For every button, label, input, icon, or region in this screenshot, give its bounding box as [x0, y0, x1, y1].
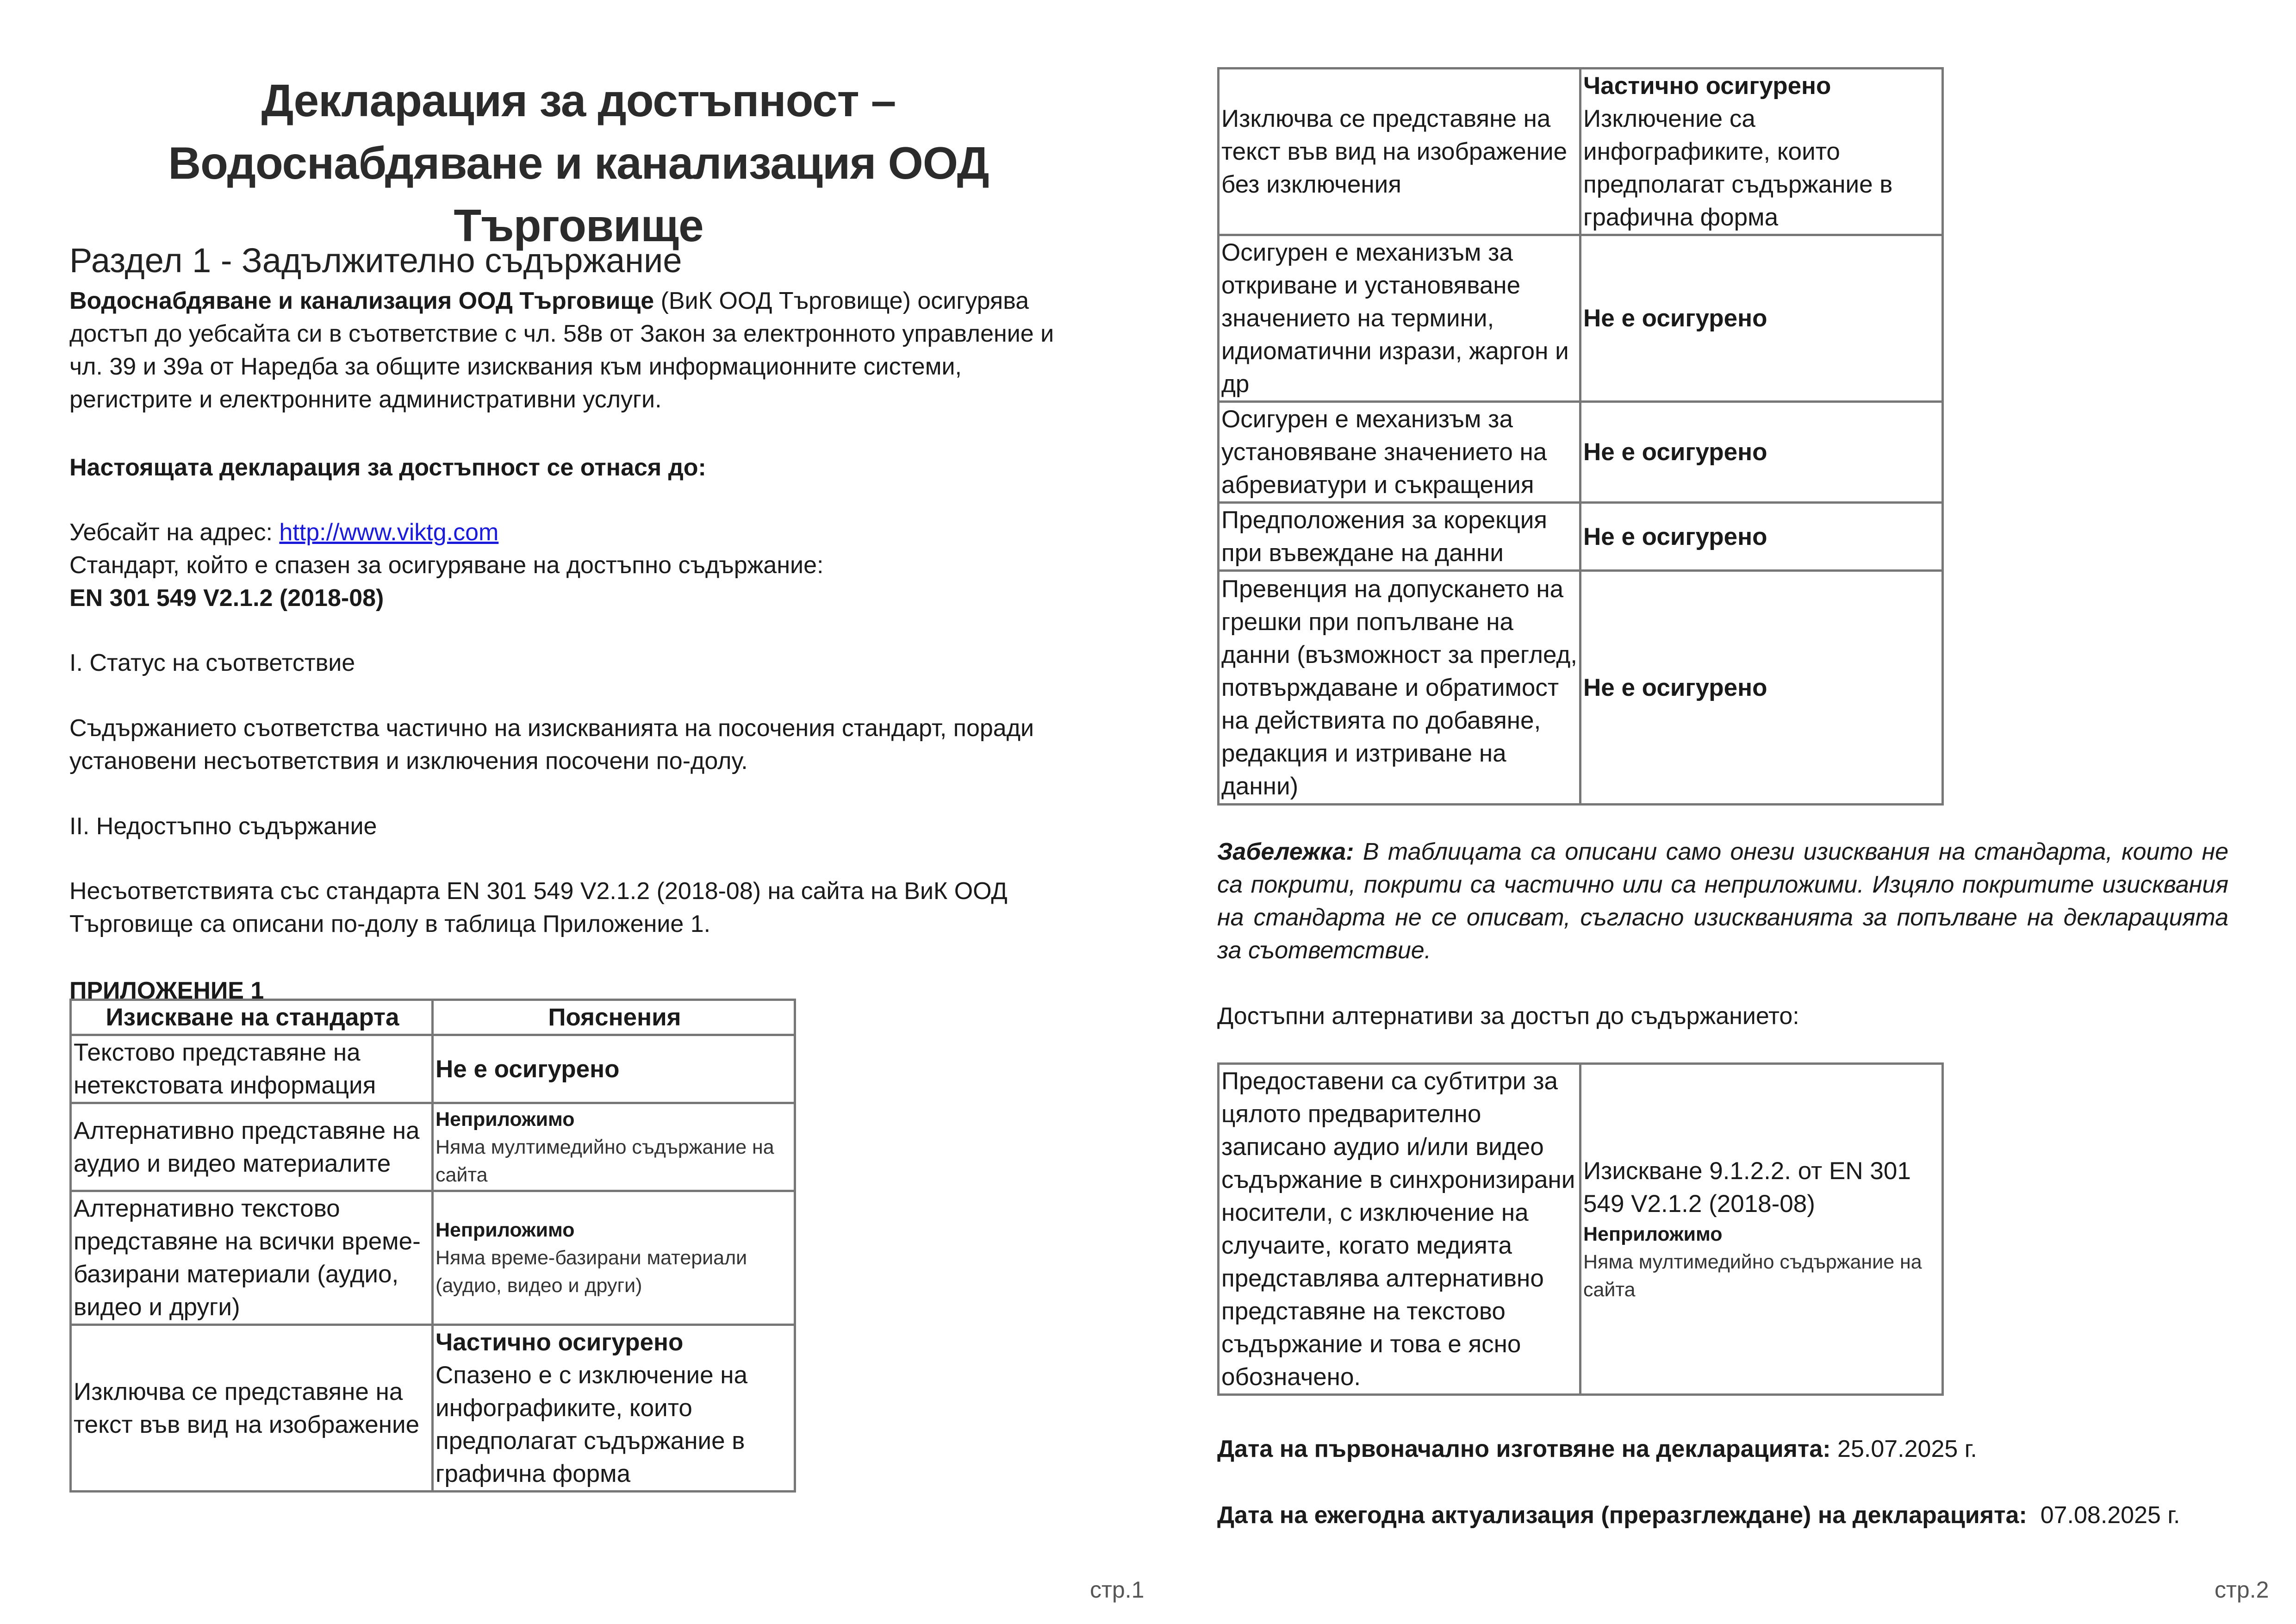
table-row: [71, 1035, 795, 1103]
table-row: [1219, 1064, 1943, 1395]
status-value: Не е осигурено: [1583, 438, 1767, 466]
page-number-2: стр.2: [2215, 1577, 2269, 1603]
date-review: [1217, 1499, 2235, 1532]
inaccessible-heading: II. Недостъпно съдържание: [69, 813, 377, 840]
table-row: [1219, 402, 1943, 503]
appendix-title: ПРИЛОЖЕНИЕ 1: [69, 977, 264, 1004]
table-row: [1219, 235, 1943, 402]
requirement-cell: Осигурен е механизъм за откриване и установяване значението на термини, идиоматични изрази, жаргон и др: [1219, 235, 1580, 402]
status-value: Неприложимо: [1583, 1223, 1723, 1245]
intro-text: (ВиК ООД Търговище) осигурява достъп до уебсайта си в съответствие с чл. 58в от Закон за електронното управление и чл. 39 и 39а от Наредба за общите изисквания към информационните системи, регистрите и електронните административни услуги.: [69, 287, 1054, 413]
column-header-requirement: Изискване на стандарта: [71, 1000, 433, 1035]
note-label: Забележка:: [1217, 838, 1354, 865]
requirement-cell: Изключва се представяне на текст във вид на изображение: [71, 1325, 433, 1492]
website-line: [69, 516, 1088, 549]
page-number-1: стр.1: [1090, 1577, 1145, 1603]
status-value: Не е осигурено: [1583, 523, 1767, 550]
explanation-cell: [1580, 1064, 1943, 1395]
explanation-cell: [1580, 235, 1943, 402]
explanation-cell: [1580, 69, 1943, 235]
date-initial-value: 25.07.2025 г.: [1830, 1436, 1977, 1462]
requirements-table-page1: [69, 999, 796, 1493]
status-detail: Изключение са инфографиките, които предполагат съдържание в графична форма: [1583, 105, 1893, 231]
requirement-cell: Алтернативно представяне на аудио и видео материалите: [71, 1103, 433, 1191]
requirement-cell: Предположения за корекция при въвеждане на данни: [1219, 503, 1580, 571]
status-heading: I. Статус на съответствие: [69, 650, 355, 676]
status-value: Частично осигурено: [1583, 72, 1831, 100]
requirement-cell: Осигурен е механизъм за установяване значението на абревиатури и съкращения: [1219, 402, 1580, 503]
table-row: [71, 1191, 795, 1325]
status-value: Не е осигурено: [436, 1055, 620, 1083]
table-row: [71, 1325, 795, 1492]
requirement-cell: Предоставени са субтитри за цялото предварително записано аудио и/или видео съдържание в синхронизирани носители, с изключение на случаите, когато медията представлява алтернативно представяне на текстово съдържание и това е ясно обозначено.: [1219, 1064, 1580, 1395]
status-detail: Няма мултимедийно съдържание на сайта: [1583, 1251, 1922, 1301]
status-text: Съдържанието съответства частично на изискванията на посочения стандарт, поради установени несъответствия и изключения посочени по-долу.: [69, 715, 1034, 775]
column-header-explanation: Пояснения: [433, 1000, 795, 1035]
status-value: Неприложимо: [436, 1219, 575, 1241]
status-detail: Спазено е с изключение на инфографиките, които предполагат съдържание в графична форма: [436, 1362, 748, 1487]
explanation-cell: [433, 1325, 795, 1492]
status-detail: Няма мултимедийно съдържание на сайта: [436, 1136, 774, 1186]
page-2: [1148, 0, 2296, 1624]
date-review-label: Дата на ежегодна актуализация (преразглеждане) на декларацията:: [1217, 1502, 2027, 1529]
explanation-cell: [1580, 571, 1943, 805]
table-row: [1219, 503, 1943, 571]
alternatives-heading: Достъпни алтернативи за достъп до съдържанието:: [1217, 1003, 1799, 1030]
requirement-cell: Превенция на допускането на грешки при попълване на данни (възможност за преглед, потвърждаване и обратимост на действията по добавяне, редакция и изтриване на данни): [1219, 571, 1580, 805]
status-value: Не е осигурено: [1583, 674, 1767, 701]
requirement-cell: Текстово представяне на нетекстовата информация: [71, 1035, 433, 1103]
intro-paragraph: [69, 285, 1088, 416]
inaccessible-text: Несъответствията със стандарта EN 301 549 V2.1.2 (2018-08) на сайта на ВиК ООД Търговище са описани по-долу в таблица Приложение 1.: [69, 878, 1008, 937]
standard-label: Стандарт, който е спазен за осигуряване на достъпно съдържание:: [69, 552, 824, 579]
document-title: Декларация за достъпност – Водоснабдяване и канализация ООД Търговище: [168, 75, 989, 251]
website-label: Уебсайт на адрес:: [69, 519, 280, 546]
organization-name: Водоснабдяване и канализация ООД Търговище: [69, 287, 654, 314]
explanation-cell: [433, 1035, 795, 1103]
table-row: [1219, 571, 1943, 805]
table-row: [1219, 69, 1943, 235]
requirement-reference: Изискване 9.1.2.2. от EN 301 549 V2.1.2 (2018-08): [1583, 1157, 1911, 1218]
requirements-table-page2: [1217, 67, 1944, 806]
standard-value: EN 301 549 V2.1.2 (2018-08): [69, 585, 384, 612]
table-row: [71, 1103, 795, 1191]
status-value: Частично осигурено: [436, 1329, 684, 1356]
explanation-cell: [433, 1191, 795, 1325]
website-link[interactable]: http://www.viktg.com: [279, 519, 499, 546]
date-review-value: 07.08.2025 г.: [2027, 1502, 2180, 1529]
requirement-cell: Изключва се представяне на текст във вид на изображение без изключения: [1219, 69, 1580, 235]
note-text: В таблицата са описани само онези изисквания на стандарта, които не са покрити, покрити са частично или са неприложими. Изцяло покритите изисквания на стандарта не се описват, съгласно изискванията за попълване на декларацията за съответствие.: [1217, 838, 2228, 964]
section-heading: Раздел 1 - Задължително съдържание: [69, 241, 682, 280]
date-initial-label: Дата на първоначално изготвяне на декларацията:: [1217, 1436, 1831, 1462]
explanation-cell: [1580, 503, 1943, 571]
explanation-cell: [433, 1103, 795, 1191]
alternatives-table: [1217, 1062, 1944, 1396]
status-value: Неприложимо: [436, 1108, 575, 1131]
scope-heading: Настоящата декларация за достъпност се отнася до:: [69, 454, 706, 481]
explanation-cell: [1580, 402, 1943, 503]
note-paragraph: [1217, 836, 2228, 967]
requirement-cell: Алтернативно текстово представяне на всички време-базирани материали (аудио, видео и други): [71, 1191, 433, 1325]
status-detail: Няма време-базирани материали (аудио, видео и други): [436, 1247, 747, 1297]
date-initial: [1217, 1433, 2235, 1466]
status-value: Не е осигурено: [1583, 305, 1767, 332]
